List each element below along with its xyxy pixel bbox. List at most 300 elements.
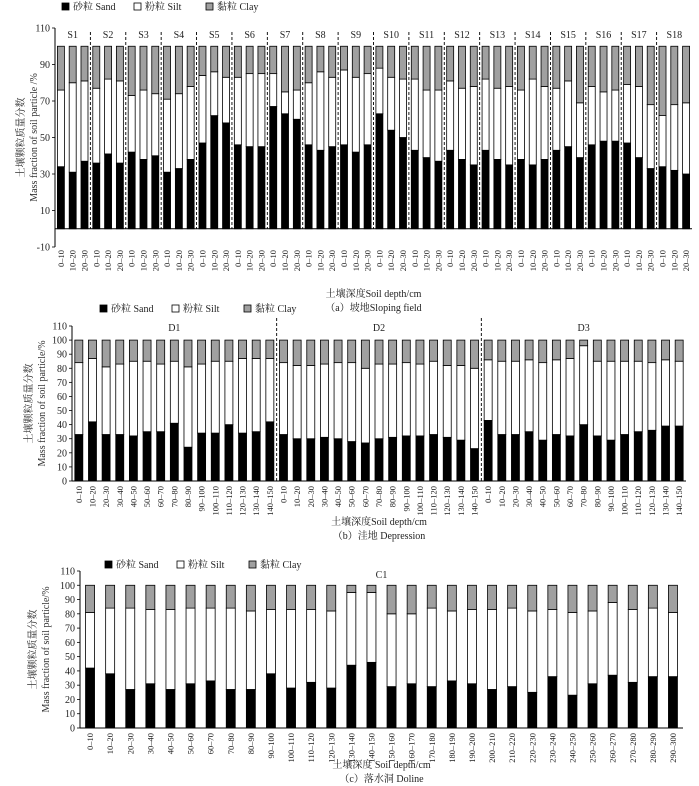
x-tick-label: 20–30 xyxy=(610,250,621,272)
bar-stack xyxy=(608,585,617,728)
x-tick-label: 0–10 xyxy=(622,250,633,267)
bar-stack xyxy=(607,340,615,481)
bar-sand xyxy=(69,172,76,229)
x-tick-label: 10–20 xyxy=(598,250,609,272)
bar-stack xyxy=(648,340,656,481)
x-tick-label: 20–30 xyxy=(362,250,373,272)
bar-sand xyxy=(387,687,396,728)
x-tick-label: 10–20 xyxy=(209,250,220,272)
bar-sand xyxy=(327,688,336,728)
bar-silt xyxy=(634,361,642,431)
x-tick-label: 20–30 xyxy=(125,733,136,755)
bar-clay xyxy=(305,46,312,83)
bar-silt xyxy=(525,360,533,432)
bar-silt xyxy=(416,364,424,436)
bar-clay xyxy=(635,46,642,86)
y-tick-label: 60 xyxy=(57,391,67,403)
bar-clay xyxy=(175,46,182,93)
bar-silt xyxy=(600,92,607,141)
bar-sand xyxy=(407,684,416,728)
x-tick-label: 20–30 xyxy=(185,250,196,272)
y-tick-label: 40 xyxy=(65,666,75,678)
bar-silt xyxy=(184,367,192,447)
bar-sand xyxy=(427,687,436,728)
bar-clay xyxy=(234,46,241,77)
bar-clay xyxy=(593,340,601,361)
bar-clay xyxy=(116,46,123,81)
bar-clay xyxy=(628,585,637,609)
x-tick-label: 70–80 xyxy=(374,486,384,508)
bar-stack xyxy=(88,340,96,481)
panel-caption: （a）坡地Sloping field xyxy=(325,303,422,314)
bar-stack xyxy=(628,585,637,728)
bar-sand xyxy=(402,436,410,481)
x-tick-label: 270–280 xyxy=(627,733,638,763)
x-tick-label: 70–80 xyxy=(169,486,180,508)
bar-sand xyxy=(143,432,151,481)
x-tick-label: 10–20 xyxy=(527,250,538,272)
x-tick-label: 190–200 xyxy=(466,733,477,763)
bar-clay xyxy=(361,340,369,368)
bar-silt xyxy=(457,365,465,440)
bar-clay xyxy=(648,585,657,608)
bar-stack xyxy=(69,46,76,229)
legend-swatch-sand xyxy=(105,561,112,568)
x-tick-label: 30–40 xyxy=(114,486,125,508)
y-axis-label-en: Mass fraction of soil particle/% xyxy=(41,586,52,713)
bar-sand xyxy=(106,674,115,728)
bar-sand xyxy=(305,145,312,229)
x-tick-label: 10–20 xyxy=(67,250,78,272)
bar-sand xyxy=(211,116,218,229)
bar-silt xyxy=(506,86,513,164)
bar-silt xyxy=(364,74,371,145)
bar-stack xyxy=(648,585,657,728)
bar-silt xyxy=(423,90,430,158)
bar-stack xyxy=(683,46,690,229)
bar-stack xyxy=(116,46,123,229)
bar-sand xyxy=(116,163,123,229)
bar-silt xyxy=(246,611,255,690)
bar-sand xyxy=(86,668,95,728)
bar-stack xyxy=(102,340,110,481)
bar-silt xyxy=(648,363,656,431)
bar-sand xyxy=(157,432,165,481)
bar-clay xyxy=(258,46,265,73)
x-tick-label: 160–170 xyxy=(406,733,417,763)
bar-silt xyxy=(430,361,438,434)
y-axis-label-en: Mass fraction of soil particle/% xyxy=(37,340,48,467)
bar-stack xyxy=(126,585,135,728)
bar-stack xyxy=(482,46,489,229)
y-tick-label: 100 xyxy=(60,580,75,592)
x-tick-label: 20–30 xyxy=(397,250,408,272)
x-tick-label: 10–20 xyxy=(563,250,574,272)
bar-silt xyxy=(376,68,383,114)
bar-silt xyxy=(347,592,356,665)
bar-sand xyxy=(226,689,235,728)
bar-stack xyxy=(305,46,312,229)
bar-clay xyxy=(624,46,631,84)
bar-silt xyxy=(282,92,289,114)
x-tick-label: 120–130 xyxy=(646,486,657,516)
group-label: S1 xyxy=(67,30,78,41)
bar-silt xyxy=(317,72,324,150)
x-tick-label: 10–20 xyxy=(292,486,303,508)
group-label: S13 xyxy=(489,30,506,41)
bar-clay xyxy=(648,340,656,363)
bar-clay xyxy=(320,340,328,364)
y-axis-label-en: Mass fraction of soil particle /% xyxy=(29,73,40,202)
x-tick-label: 0–10 xyxy=(551,250,562,267)
x-tick-label: 130–140 xyxy=(455,486,466,516)
bar-silt xyxy=(528,611,537,692)
x-tick-label: 10–20 xyxy=(138,250,149,272)
bar-sand xyxy=(457,440,465,481)
bar-stack xyxy=(211,46,218,229)
group-label: S6 xyxy=(244,30,255,41)
y-tick-label: 100 xyxy=(52,335,67,347)
bar-stack xyxy=(376,46,383,229)
bar-stack xyxy=(593,340,601,481)
bar-stack xyxy=(367,585,376,728)
bar-sand xyxy=(511,435,519,482)
bar-clay xyxy=(482,46,489,79)
group-label: S8 xyxy=(315,30,326,41)
bar-sand xyxy=(576,158,583,229)
bar-silt xyxy=(116,364,124,434)
x-tick-label: 50–60 xyxy=(346,486,357,508)
bar-silt xyxy=(435,90,442,161)
x-axis-label: 土壤深度Soil depth/cm xyxy=(325,289,422,300)
y-tick-label: 0 xyxy=(70,723,75,735)
bar-stack xyxy=(588,585,597,728)
bar-silt xyxy=(270,74,277,107)
bar-silt xyxy=(129,361,137,436)
bar-sand xyxy=(223,123,230,229)
legend-swatch-clay xyxy=(244,305,251,312)
x-tick-label: 0–10 xyxy=(586,250,597,267)
bar-clay xyxy=(367,585,376,592)
bar-stack xyxy=(293,46,300,229)
bar-silt xyxy=(608,602,617,675)
x-tick-label: 80–90 xyxy=(387,486,398,508)
bar-clay xyxy=(266,340,274,358)
bar-clay xyxy=(580,340,588,346)
x-tick-label: 60–70 xyxy=(360,486,371,508)
x-tick-label: 0–10 xyxy=(483,486,494,503)
bar-silt xyxy=(553,88,560,150)
bar-silt xyxy=(293,90,300,119)
bar-clay xyxy=(157,340,165,364)
bar-silt xyxy=(225,361,233,424)
bar-silt xyxy=(279,363,287,435)
x-tick-label: 0–10 xyxy=(85,733,96,750)
x-tick-label: 0–10 xyxy=(55,250,66,267)
group-label: S15 xyxy=(560,30,576,41)
bar-stack xyxy=(528,585,537,728)
bar-sand xyxy=(152,156,159,229)
bar-silt xyxy=(81,81,88,161)
bar-sand xyxy=(93,163,100,229)
bar-silt xyxy=(327,611,336,688)
bar-silt xyxy=(361,368,369,443)
legend xyxy=(62,0,258,13)
bar-stack xyxy=(457,340,465,481)
x-tick-label: 0–10 xyxy=(480,250,491,267)
bar-clay xyxy=(566,340,574,358)
x-tick-label: 20–30 xyxy=(305,486,316,508)
bar-stack xyxy=(334,340,342,481)
x-tick-label: 280–290 xyxy=(647,733,658,763)
y-tick-label: -10 xyxy=(36,242,50,254)
bar-clay xyxy=(458,46,465,88)
x-tick-label: 30–40 xyxy=(145,733,156,755)
bar-silt xyxy=(541,86,548,159)
bar-sand xyxy=(282,114,289,229)
bar-sand xyxy=(683,174,690,229)
bar-silt xyxy=(447,81,454,150)
legend-label-sand: 砂粒 Sand xyxy=(116,560,159,571)
bar-clay xyxy=(270,46,277,73)
bar-clay xyxy=(508,585,517,608)
bar-silt xyxy=(341,70,348,145)
bar-clay xyxy=(184,340,192,367)
bar-silt xyxy=(648,608,657,677)
bar-silt xyxy=(305,83,312,145)
bar-clay xyxy=(576,46,583,103)
bar-sand xyxy=(88,422,96,481)
y-axis-label-cn: 土壤颗粒质量分数 xyxy=(24,363,35,444)
bar-clay xyxy=(81,46,88,81)
x-tick-label: 110–120 xyxy=(428,486,439,516)
bar-sand xyxy=(279,435,287,482)
bar-stack xyxy=(388,46,395,229)
bar-silt xyxy=(470,86,477,164)
x-tick-label: 180–190 xyxy=(446,733,457,763)
legend-swatch-clay xyxy=(249,561,256,568)
bar-stack xyxy=(116,340,124,481)
bar-silt xyxy=(508,608,517,687)
bar-clay xyxy=(375,340,383,364)
bar-sand xyxy=(307,682,316,728)
y-tick-label: 20 xyxy=(65,694,75,706)
bar-stack xyxy=(287,585,296,728)
bar-silt xyxy=(484,360,492,421)
bar-sand xyxy=(175,169,182,229)
bar-stack xyxy=(612,46,619,229)
bar-silt xyxy=(662,360,670,426)
group-label: S2 xyxy=(102,30,114,41)
bar-sand xyxy=(506,165,513,229)
bar-stack xyxy=(565,46,572,229)
bar-clay xyxy=(223,46,230,77)
bar-sand xyxy=(648,430,656,481)
y-tick-label: 10 xyxy=(65,709,75,721)
x-tick-label: 20–30 xyxy=(221,250,232,272)
bar-stack xyxy=(175,46,182,229)
bar-clay xyxy=(662,340,670,360)
bar-sand xyxy=(447,150,454,228)
bar-clay xyxy=(471,340,479,368)
x-tick-label: 20–30 xyxy=(327,250,338,272)
bar-clay xyxy=(282,46,289,92)
bar-stack xyxy=(128,46,135,229)
bar-silt xyxy=(334,363,342,439)
bar-clay xyxy=(388,46,395,77)
bar-clay xyxy=(621,340,629,361)
x-tick-label: 0–10 xyxy=(374,250,385,267)
bar-sand xyxy=(647,169,654,229)
bar-silt xyxy=(175,94,182,169)
bar-sand xyxy=(129,436,137,481)
bar-stack xyxy=(93,46,100,229)
y-tick-label: 10 xyxy=(40,206,50,217)
bar-silt xyxy=(388,77,395,130)
group-label: C1 xyxy=(375,570,388,581)
group-label: S10 xyxy=(383,30,399,41)
group-label: S7 xyxy=(279,30,291,41)
bar-stack xyxy=(348,340,356,481)
bar-clay xyxy=(659,46,666,115)
x-tick-label: 100–110 xyxy=(619,486,630,516)
bar-sand xyxy=(352,152,359,229)
bar-sand xyxy=(81,161,88,229)
bar-silt xyxy=(211,72,218,116)
bar-sand xyxy=(447,681,456,728)
bar-silt xyxy=(517,90,524,159)
bar-clay xyxy=(470,46,477,86)
bar-clay xyxy=(675,340,683,361)
bar-sand xyxy=(470,165,477,229)
bar-clay xyxy=(447,46,454,81)
x-tick-label: 210–220 xyxy=(507,733,518,763)
bar-clay xyxy=(128,46,135,95)
bar-clay xyxy=(75,340,83,363)
bar-stack xyxy=(307,585,316,728)
bar-clay xyxy=(126,585,135,608)
x-tick-label: 10–20 xyxy=(244,250,255,272)
bar-clay xyxy=(57,46,64,90)
bar-silt xyxy=(548,610,557,677)
bar-sand xyxy=(539,440,547,481)
bar-sand xyxy=(498,435,506,482)
bar-sand xyxy=(184,447,192,481)
bar-sand xyxy=(494,159,501,228)
bar-sand xyxy=(170,423,178,481)
bar-sand xyxy=(508,687,517,728)
y-tick-label: 20 xyxy=(57,448,67,460)
bar-stack xyxy=(488,585,497,728)
x-tick-label: 240–250 xyxy=(567,733,578,763)
bar-clay xyxy=(93,46,100,88)
bar-silt xyxy=(635,86,642,157)
legend-label-sand: 砂粒 Sand xyxy=(111,304,154,315)
bar-clay xyxy=(387,585,396,614)
y-tick-label: 10 xyxy=(57,462,67,474)
bar-silt xyxy=(498,361,506,434)
bar-silt xyxy=(143,361,151,431)
legend-label-clay: 黏粒 Clay xyxy=(217,2,259,13)
bar-sand xyxy=(648,677,657,728)
bar-stack xyxy=(198,340,206,481)
bar-sand xyxy=(258,147,265,229)
bar-clay xyxy=(517,46,524,90)
bar-silt xyxy=(116,81,123,163)
bar-sand xyxy=(329,147,336,229)
bar-stack xyxy=(375,340,383,481)
x-tick-label: 0–10 xyxy=(126,250,137,267)
bar-clay xyxy=(211,46,218,72)
bar-clay xyxy=(102,340,110,367)
bar-stack xyxy=(211,340,219,481)
bar-stack xyxy=(317,46,324,229)
bar-clay xyxy=(612,46,619,90)
bar-clay xyxy=(568,585,577,612)
bar-sand xyxy=(529,165,536,229)
bar-silt xyxy=(140,90,147,159)
x-tick-label: 10–20 xyxy=(386,250,397,272)
x-tick-label: 10–20 xyxy=(421,250,432,272)
bar-silt xyxy=(576,103,583,158)
bar-clay xyxy=(494,46,501,88)
bar-sand xyxy=(320,437,328,481)
bar-silt xyxy=(320,364,328,437)
bar-clay xyxy=(239,340,247,358)
bar-clay xyxy=(430,340,438,361)
bar-sand xyxy=(317,150,324,228)
bar-silt xyxy=(246,74,253,147)
bar-stack xyxy=(675,340,683,481)
bar-clay xyxy=(488,585,497,609)
legend xyxy=(100,302,296,315)
bar-clay xyxy=(266,585,275,609)
bar-clay xyxy=(293,340,301,365)
bar-clay xyxy=(484,340,492,360)
y-tick-label: 90 xyxy=(57,349,67,361)
x-tick-label: 60–70 xyxy=(205,733,216,755)
y-tick-label: 70 xyxy=(65,623,75,635)
bar-sand xyxy=(164,172,171,229)
bar-stack xyxy=(458,46,465,229)
bar-stack xyxy=(529,46,536,229)
bar-silt xyxy=(258,74,265,147)
legend-label-silt: 粉粒 Silt xyxy=(145,2,182,13)
bar-silt xyxy=(443,365,451,437)
x-tick-label: 80–90 xyxy=(182,486,193,508)
x-tick-label: 0–10 xyxy=(91,250,102,267)
bar-stack xyxy=(668,585,677,728)
bar-sand xyxy=(389,437,397,481)
x-tick-label: 90–100 xyxy=(196,486,207,512)
bar-sand xyxy=(482,150,489,228)
bar-clay xyxy=(600,46,607,92)
x-tick-label: 0–10 xyxy=(197,250,208,267)
x-tick-label: 30–40 xyxy=(524,486,535,508)
x-tick-label: 90–100 xyxy=(605,486,616,512)
x-tick-label: 140–150 xyxy=(366,733,377,763)
bar-silt xyxy=(427,608,436,687)
bar-sand xyxy=(528,692,537,728)
bar-sand xyxy=(435,161,442,229)
bar-sand xyxy=(293,119,300,229)
y-tick-label: 50 xyxy=(57,406,67,418)
bar-clay xyxy=(187,46,194,86)
bar-sand xyxy=(635,158,642,229)
bar-clay xyxy=(525,340,533,360)
bar-sand xyxy=(541,159,548,228)
bar-sand xyxy=(376,114,383,229)
